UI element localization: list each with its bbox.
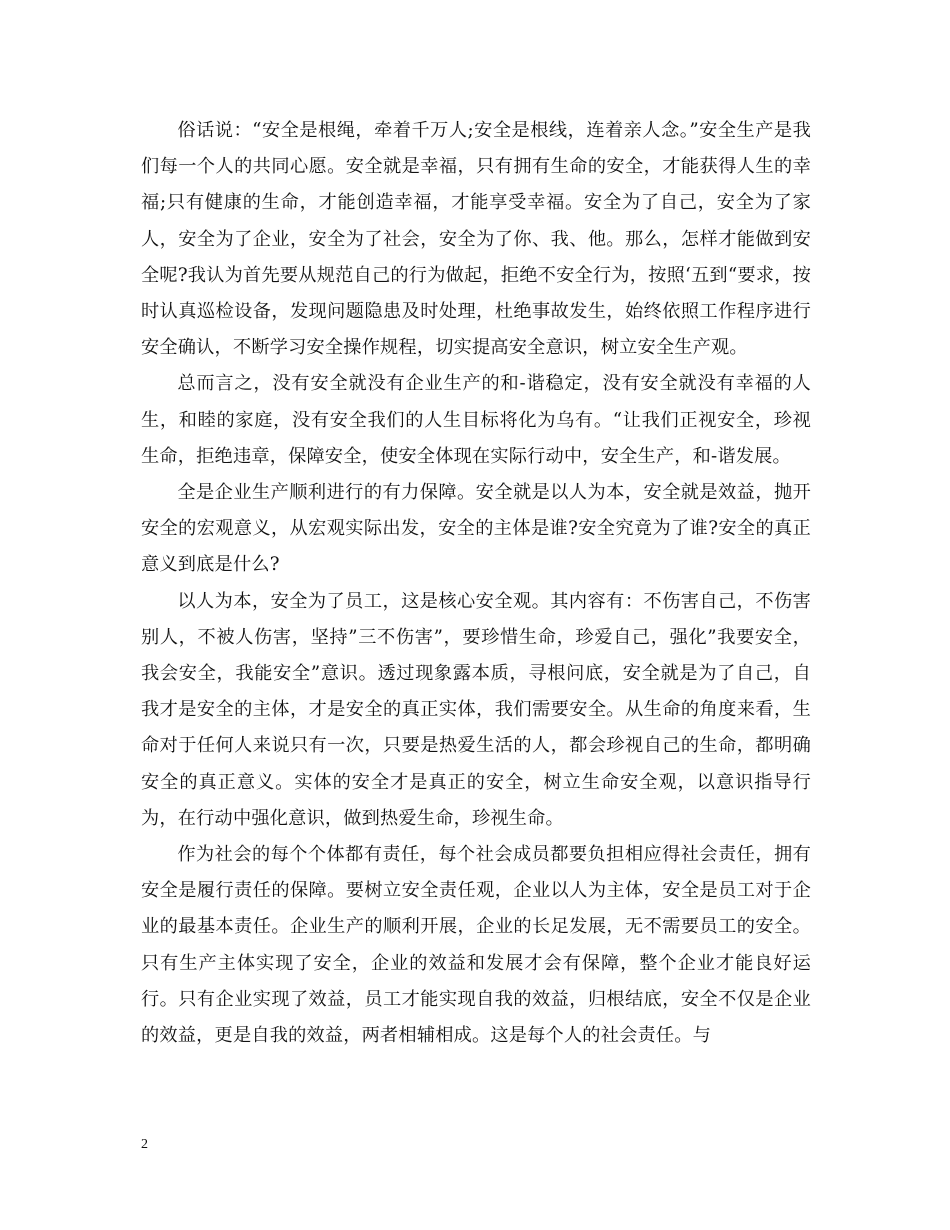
paragraph-1: 俗话说：“安全是根绳，牵着千万人;安全是根线，连着亲人念。”安全生产是我们每一个人的共同心愿。安全就是幸福，只有拥有生命的安全，才能获得人生的幸福;只有健康的生命，才能创造幸福，才能享受幸福。安全为了自己，安全为了家人，安全为了企业，安全为了社会，安全为了你、我、他。那么，怎样才能做到安全呢?我认为首先要从规范自己的行为做起，拒绝不安全行为，按照‘五到“要求，按时认真巡检设备，发现问题隐患及时处理，杜绝事故发生，始终依照工作程序进行安全确认，不断学习安全操作规程，切实提高安全意识，树立安全生产观。	[141, 120, 811, 359]
paragraph-5: 作为社会的每个个体都有责任，每个社会成员都要负担相应得社会责任，拥有安全是履行责任的保障。要树立安全责任观，企业以人为主体，安全是员工对于企业的最基本责任。企业生产的顺利开展，企业的长足发展，无不需要员工的安全。只有生产主体实现了安全，企业的效益和发展才会有保障，整个企业才能良好运行。只有企业实现了效益，员工才能实现自我的效益，归根结底，安全不仅是企业的效益，更是自我的效益，两者相辅相成。这是每个人的社会责任。与	[141, 844, 811, 1047]
page-number: 2	[141, 1137, 148, 1152]
paragraph-2: 总而言之，没有安全就没有企业生产的和-谐稳定，没有安全就没有幸福的人生，和睦的家庭，没有安全我们的人生目标将化为乌有。“让我们正视安全，珍视生命，拒绝违章，保障安全，使安全体现在实际行动中，安全生产，和-谐发展。	[141, 373, 811, 467]
paragraph-4: 以人为本，安全为了员工，这是核心安全观。其内容有：不伤害自己，不伤害别人，不被人伤害，坚持”三不伤害”，要珍惜生命，珍爱自己，强化”我要安全，我会安全，我能安全”意识。透过现象露本质，寻根问底，安全就是为了自己，自我才是安全的主体，才是安全的真正实体，我们需要安全。从生命的角度来看，生命对于任何人来说只有一次，只要是热爱生活的人，都会珍视自己的生命，都明确安全的真正意义。实体的安全才是真正的安全，树立生命安全观，以意识指导行为，在行动中强化意识，做到热爱生命，珍视生命。	[141, 590, 811, 829]
document-body	[141, 113, 811, 1054]
paragraph-3: 全是企业生产顺利进行的有力保障。安全就是以人为本，安全就是效益，抛开安全的宏观意义，从宏观实际出发，安全的主体是谁?安全究竟为了谁?安全的真正意义到底是什么?	[141, 482, 811, 576]
